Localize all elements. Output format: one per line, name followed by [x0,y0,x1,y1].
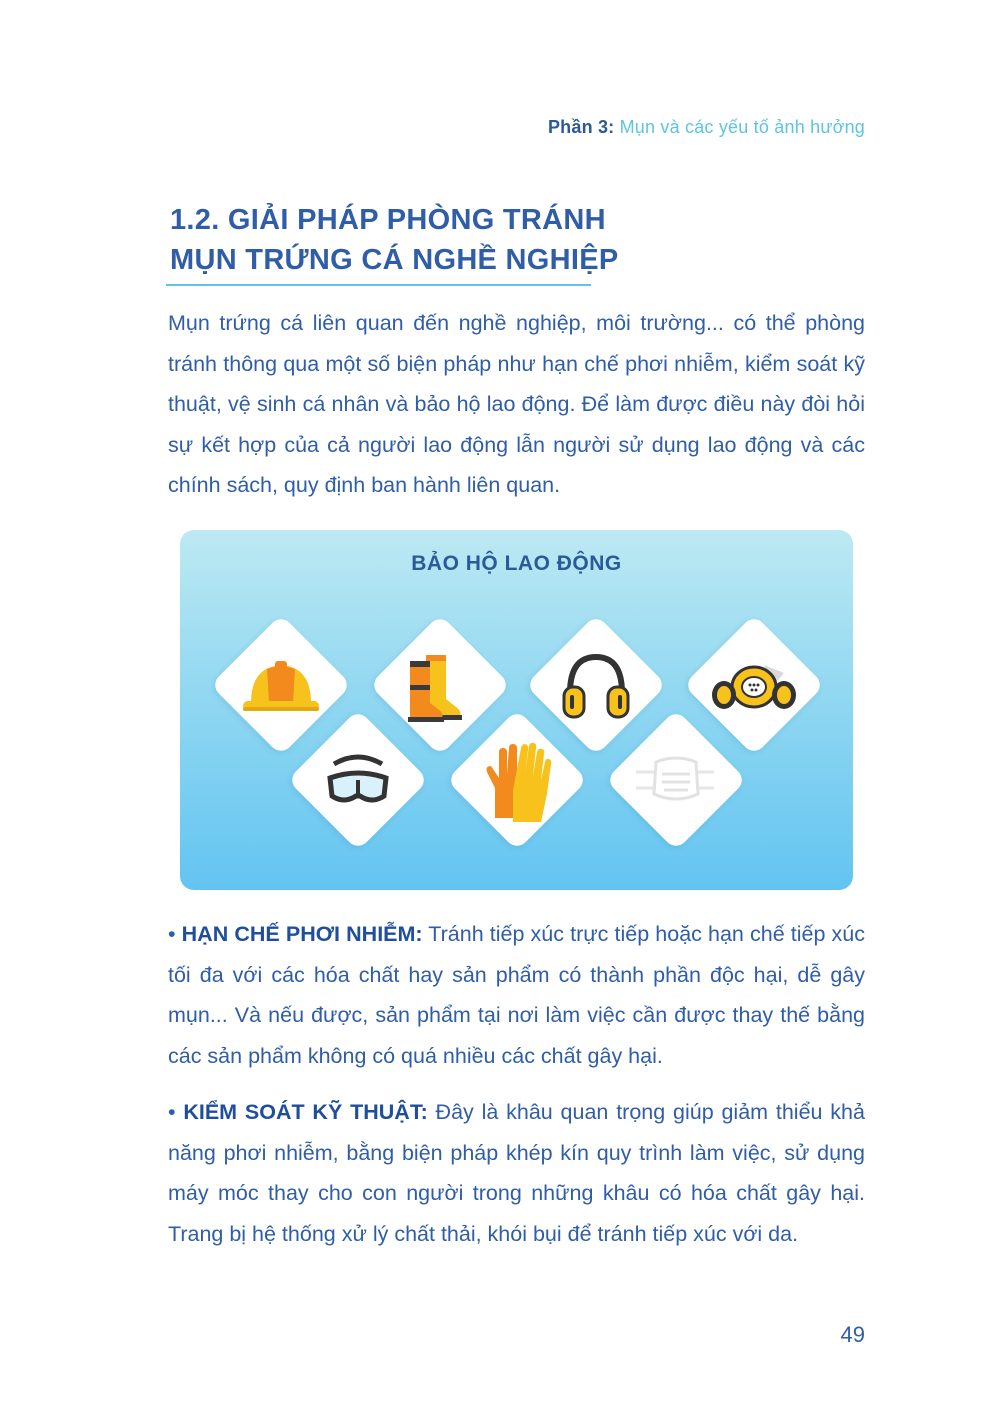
hard-hat-icon [231,635,331,735]
boots-icon [390,635,490,735]
header-part: Phần 3: [547,117,615,137]
bullet-technical-text: Đây là khâu quan trọng giúp giảm thiểu khả năng phơi nhiễm, bằng biện pháp khép kín quy trình làm việc, sử dụng máy móc thay cho con người trong những khâu có hóa chất gây hại. Trang bị hệ thống xử lý chất thải, khói bụi để tránh tiếp xúc với da. [168,1100,865,1246]
section-title-line1: 1.2. GIẢI PHÁP PHÒNG TRÁNH [170,204,606,236]
intro-paragraph: Mụn trứng cá liên quan đến nghề nghiệp, môi trường... có thể phòng tránh thông qua một số biện pháp như hạn chế phơi nhiễm, kiểm soát kỹ thuật, vệ sinh cá nhân và bảo hộ lao động. Để làm được điều này đòi hỏi sự kết hợp của cả người lao động lẫn người sử dụng lao động và các chính sách, quy định ban hành liên quan. [168,311,865,497]
header-subtitle: Mụn và các yếu tố ảnh hưởng [619,117,865,137]
ppe-panel [180,530,853,890]
page-number: 49 [840,1322,865,1347]
earmuffs-icon [546,635,646,735]
bullet-technical-lead: KIỂM SOÁT KỸ THUẬT: [183,1100,428,1124]
title-underline [166,284,591,286]
bullet-exposure-lead: HẠN CHẾ PHƠI NHIỄM: [181,922,423,946]
running-header [548,117,865,138]
face-mask-icon [626,730,726,830]
bullet-exposure [168,914,865,1076]
ppe-panel-title: BẢO HỘ LAO ĐỘNG [411,552,622,575]
bullet-marker: • [168,922,176,946]
gloves-icon [467,730,567,830]
bullet-exposure-text: Tránh tiếp xúc trực tiếp hoặc hạn chế tiếp xúc tối đa với các hóa chất hay sản phẩm có thành phần độc hại, dễ gây mụn... Và nếu được, sản phẩm tại nơi làm việc cần được thay thế bằng các sản phẩm không có quá nhiều các chất gây hại. [168,922,865,1068]
section-title [170,200,619,280]
bullet-technical [168,1092,865,1254]
respirator-icon [704,635,804,735]
goggles-icon [308,730,408,830]
bullet-marker: • [168,1100,176,1124]
section-title-line2: MỤN TRỨNG CÁ NGHỀ NGHIỆP [170,244,619,276]
